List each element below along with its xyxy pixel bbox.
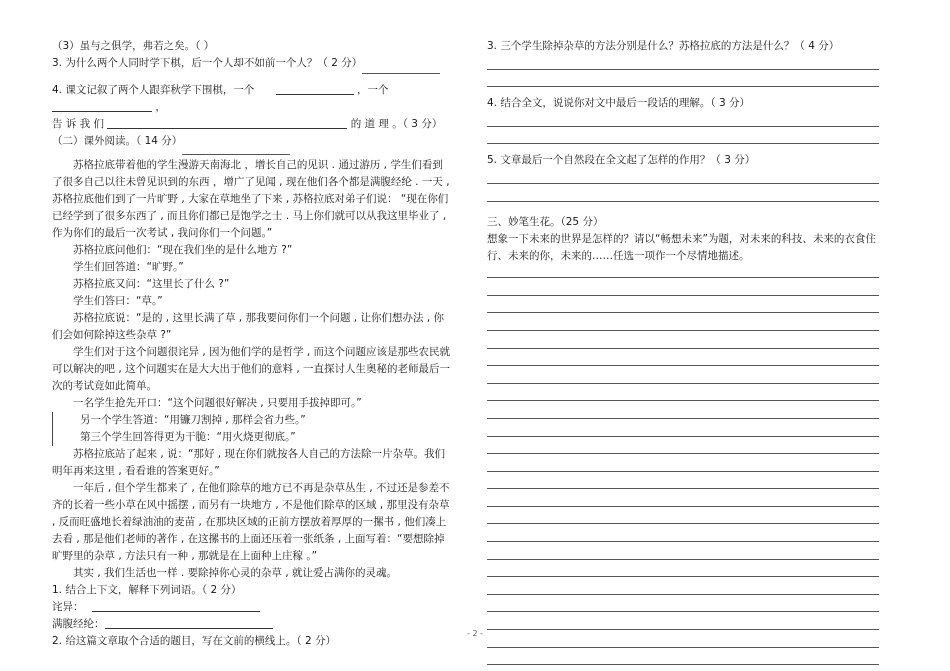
writing-line[interactable] [487, 329, 879, 331]
left-column [52, 38, 452, 650]
passage-paragraph: 一名学生抢先开口：“这个问题很好解决 , 只要用手拔掉即可。” [73, 397, 362, 409]
passage-paragraph: 另一个学生答道：“用镰刀割掉 , 那样会省力些。” [52, 412, 452, 429]
writing-line[interactable] [487, 505, 879, 507]
writing-line[interactable] [487, 417, 879, 419]
answer-lines[interactable] [487, 182, 879, 202]
question-3-right: 3. 三个学生除掉杂草的方法分别是什么？苏格拉底的方法是什么？（ 4 分） [487, 40, 840, 52]
passage-paragraph: 苏格拉底站了起来 , 说：“那好 , 现在你们就按各人自己的方法除一片杂草。我们明年再来这里 , 看看谁的答案更好。” [52, 448, 445, 477]
passage-paragraph: 学生们答曰：“草。” [73, 295, 163, 307]
writing-line[interactable] [487, 663, 879, 665]
question-4-right: 4. 结合全文，说说你对文中最后一段话的理解。（ 3 分） [487, 97, 750, 110]
question-3: 3. 为什么两个人同时学下棋，后一个人却不如前一个人？（ 2 分） [52, 57, 363, 69]
answer-blank[interactable] [52, 99, 152, 112]
passage-paragraph: 苏格拉底问他们：“现在我们坐的是什么地方 ?” [73, 244, 293, 256]
answer-lines[interactable] [487, 68, 879, 88]
question-4: 4. 课文记叙了两个人跟弈秋学下围棋，一个 ，一个 ， [52, 84, 389, 113]
question-5-right: 5. 文章最后一个自然段在全文起了怎样的作用？（ 3 分） [487, 154, 756, 167]
writing-line[interactable] [487, 646, 879, 648]
term-1: 诧异： [52, 599, 452, 616]
writing-line[interactable] [487, 575, 879, 577]
writing-line[interactable] [487, 294, 879, 296]
writing-line[interactable] [487, 452, 879, 454]
passage-paragraph: 其实 , 我们生活也一样 . 要除掉你心灵的杂草 , 就让爱占满你的灵魂。 [73, 567, 398, 579]
question-2: 2. 给这篇文章取个合适的题目，写在文前的横线上。（ 2 分） [52, 635, 336, 647]
section-3-heading: 三、妙笔生花。（25 分） [487, 215, 604, 228]
writing-line[interactable] [487, 276, 879, 278]
passage-paragraph: 苏格拉底带着他的学生漫游天南海北 ，增长自己的见识 . 通过游历 , 学生们看到了很多自己以往未曾见识到的东西 ，增广了见闻 , 现在他们各个都是满腹经纶 . 一天 , 苏格拉底他们到了一片旷野 , 大家在草地坐了下来 , 苏格拉底对弟子们说： “现在你们已经学到了很多东西了 , 而且你们都已是饱学之士 . 马上你们就可以从我这里毕业了 , 作为你们的最后一次考试 , 我问你们一个问题。” [52, 159, 450, 239]
writing-lines[interactable] [487, 276, 879, 665]
passage-paragraph: 学生们回答道：“旷野。” [73, 261, 184, 273]
writing-line[interactable] [487, 558, 879, 560]
writing-line[interactable] [487, 399, 879, 401]
writing-prompt: 想象一下未来的世界是怎样的？请以“畅想未来”为题，对未来的科技、未来的衣食住行、未来的你，未来的……任选一项作一个尽情地描述。 [487, 232, 876, 262]
writing-line[interactable] [487, 522, 879, 524]
passage-paragraph: 学生们对于这个问题很诧异 , 因为他们学的是哲学 , 而这个问题应该是那些农民就可以解决的吧 , 这个问题实在是大大出于他们的意料 , 一直探讨人生奥秘的老师最后一次的考试竟如此简单。 [52, 346, 451, 392]
answer-blank[interactable] [92, 599, 260, 612]
section-2-heading: （二）课外阅读。（ 14 分） [52, 135, 183, 147]
page-number: - 2 - [467, 629, 483, 638]
question-prev-3: （3）虽与之俱学，弗若之矣。（ ） [52, 40, 215, 52]
right-column [487, 38, 879, 665]
answer-lines[interactable] [487, 125, 879, 145]
term-2: 满腹经纶： [52, 616, 452, 633]
question-1: 1. 结合上下文，解释下列词语。（ 2 分） [52, 584, 242, 596]
passage-paragraph: 苏格拉底又问：“这里长了什么 ?” [73, 278, 230, 290]
writing-line[interactable] [487, 435, 879, 437]
writing-line[interactable] [487, 593, 879, 595]
answer-blank[interactable] [276, 82, 354, 95]
writing-line[interactable] [487, 470, 879, 472]
writing-line[interactable] [487, 364, 879, 366]
writing-line[interactable] [487, 311, 879, 313]
writing-line[interactable] [487, 487, 879, 489]
passage-paragraph: 第三个学生回答得更为干脆：“用火烧更彻底。” [52, 429, 452, 446]
passage-paragraph: 一年后 , 但个学生都来了 , 在他们除草的地方已不再是杂草丛生 , 不过还是参差不齐的长着一些小草在风中摇摆 , 而另有一块地方 , 不是他们除草的区域 , 那里没有杂草 , 反而旺盛地长着绿油油的麦苗 , 在那块区域的正前方摆放着厚厚的一摞书 , 他们凑上去看 , 那是他们老师的著作 , 在这摞书的上面还压着一张纸条 , 上面写着：“要想除掉旷野里的杂草 , 方法只有一种 , 那就是在上面种上庄稼 。” [52, 482, 450, 562]
writing-line[interactable] [487, 347, 879, 349]
question-4-cont: 告 诉 我 们 的 道 理 。（ 3 分） [52, 118, 443, 130]
title-line[interactable] [182, 153, 290, 155]
writing-line[interactable] [487, 382, 879, 384]
writing-line[interactable] [487, 540, 879, 542]
passage-paragraph: 苏格拉底说：“是的 , 这里长满了草 , 那我要问你们一个问题 , 让你们想办法 , 你们会如何除掉这些杂草 ?” [52, 312, 444, 341]
writing-line[interactable] [487, 610, 879, 612]
answer-blank[interactable] [107, 116, 347, 129]
